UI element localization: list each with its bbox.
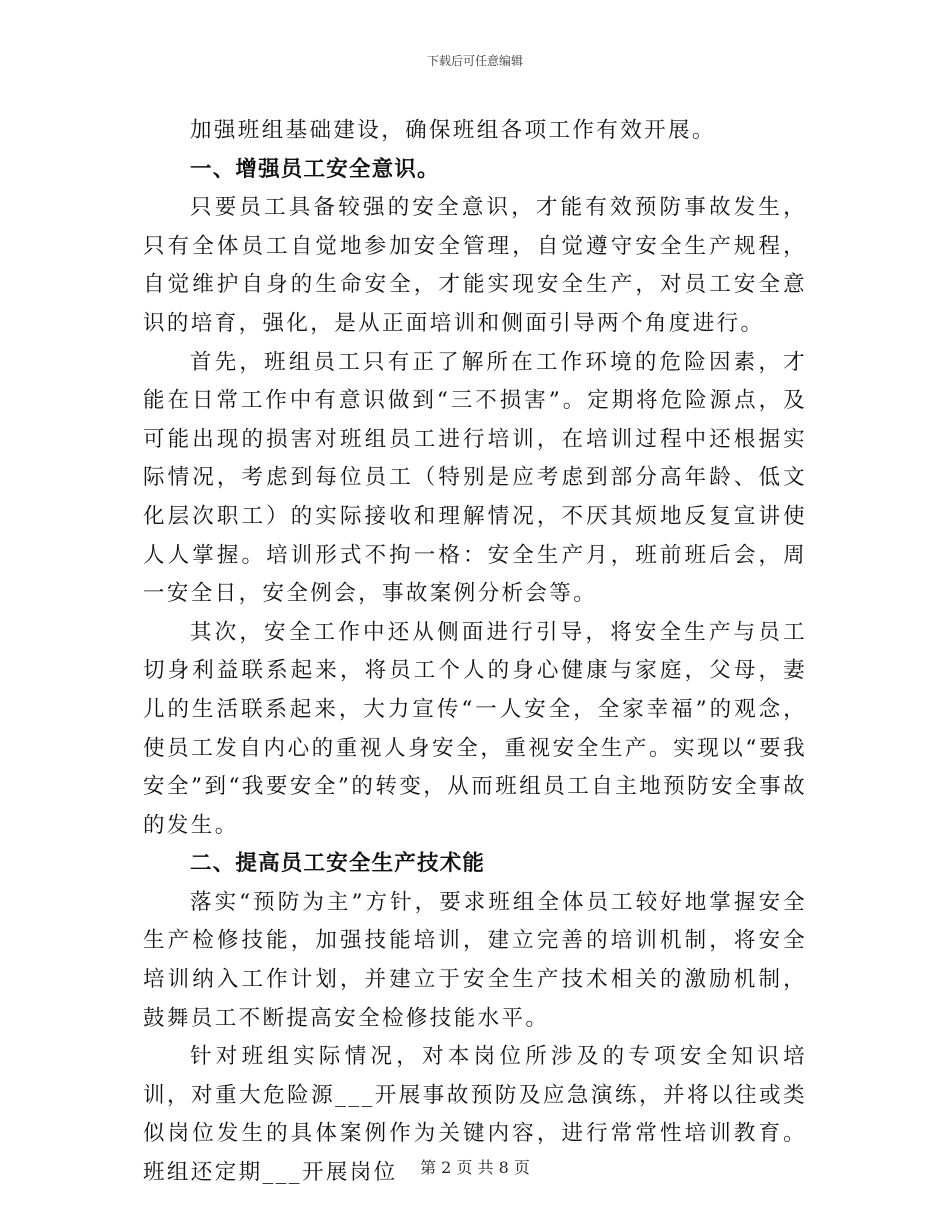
page-header-note: 下载后可任意编辑: [426, 54, 523, 68]
paragraph-prevention: 落实“预防为主”方针，要求班组全体员工较好地掌握安全生产检修技能，加强技能培训，建立完善的培训机制，将安全培训纳入工作计划，并建立于安全生产技术相关的激励机制，鼓舞员工不断提高安全检修技能水平。: [143, 889, 807, 1031]
paragraph-second: 其次，安全工作中还从侧面进行引导，将安全生产与员工切身利益联系起来，将员工个人的身心健康与家庭，父母，妻儿的生活联系起来，大力宣传“一人安全，全家幸福”的观念，使员工发自内心的重视人身安全，重视安全生产。实现以“要我安全”到“我要安全”的转变，从而班组员工自主地预防安全事故的发生。: [143, 619, 807, 838]
page-number: 第 2 页 共 8 页: [420, 1158, 530, 1177]
section-heading-1: 一、增强员工安全意识。: [190, 156, 440, 182]
paragraph-first: 首先，班组员工只有正了解所在工作环境的危险因素，才能在日常工作中有意识做到“三不损害”。定期将危险源点，及可能出现的损害对班组员工进行培训，在培训过程中还根据实际情况，考虑到每位员工（特别是应考虑到部分高年龄、低文化层次职工）的实际接收和理解情况，不厌其烦地反复宣讲使人人掌握。培训形式不拘一格：安全生产月，班前班后会，周一安全日，安全例会，事故案例分析会等。: [143, 349, 807, 607]
section-heading-2: 二、提高员工安全生产技术能: [190, 851, 486, 877]
paragraph-training: 针对班组实际情况，对本岗位所涉及的专项安全知识培训，对重大危险源___开展事故预防及应急演练，并将以往或类似岗位发生的具体案例作为关键内容，进行常常性培训教育。班组还定期___开展岗位: [143, 1044, 807, 1186]
intro-paragraph: 加强班组基础建设，确保班组各项工作有效开展。: [190, 118, 716, 143]
document-body: [143, 112, 807, 1193]
paragraph-safety-awareness: 只要员工具备较强的安全意识，才能有效预防事故发生，只有全体员工自觉地参加安全管理，自觉遵守安全生产规程，自觉维护自身的生命安全，才能实现安全生产，对员工安全意识的培育，强化，是从正面培训和侧面引导两个角度进行。: [143, 195, 807, 336]
